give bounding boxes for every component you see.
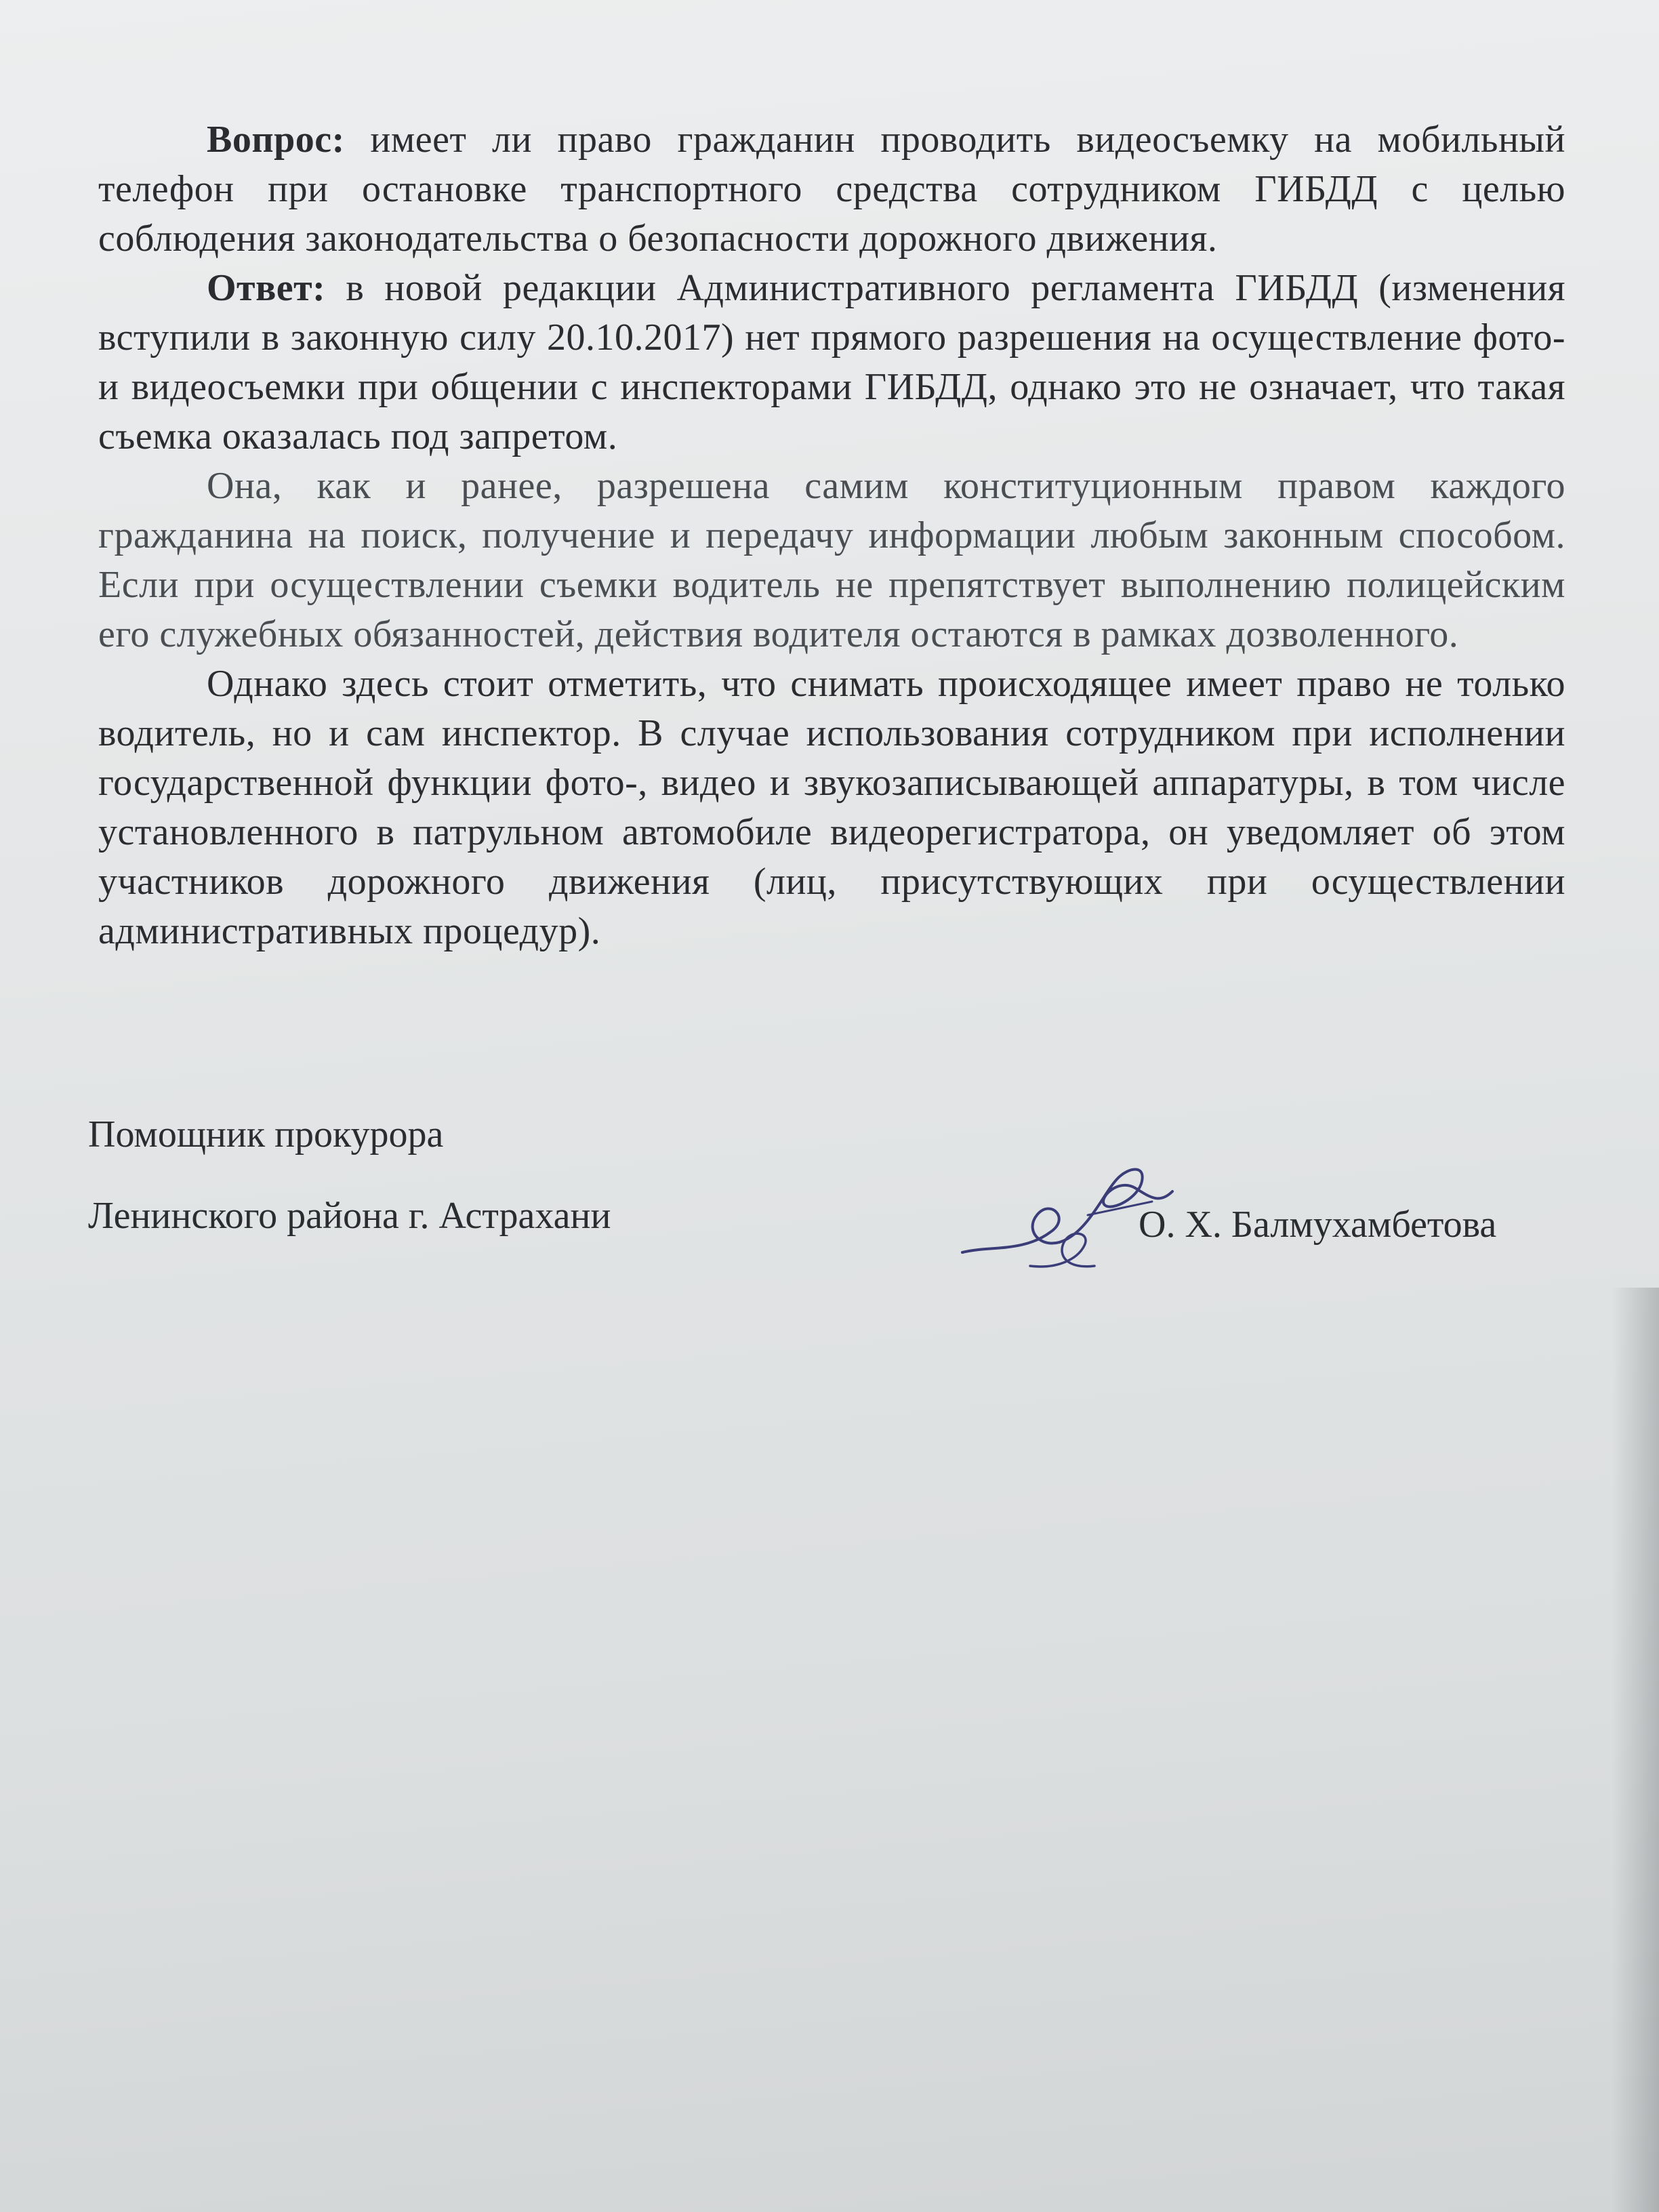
- constitutional-right-paragraph: [98, 462, 1565, 659]
- signer-name: О. Х. Балмухамбетова: [1139, 1204, 1497, 1246]
- answer-label: Ответ:: [207, 267, 326, 309]
- answer-paragraph: [98, 264, 1565, 462]
- question-label: Вопрос:: [207, 119, 345, 161]
- signer-position-line1: Помощник прокурора: [88, 1113, 444, 1155]
- signer-position-line2: Ленинского района г. Астрахани: [88, 1195, 611, 1237]
- answer-text: в новой редакции Административного регламента ГИБДД (изменения вступили в законную силу 20.10.2017) нет прямого разрешения на осуществление фото- и видеосъемки при общении с инспекторами ГИБДД, однако это не означает, что такая съемка оказалась под запретом.: [98, 267, 1565, 457]
- question-text: имеет ли право гражданин проводить видеосъемку на мобильный телефон при остановке транспортного средства сотрудником ГИБДД с целью соблюдения законодательства о безопасности дорожного движения.: [98, 119, 1565, 260]
- document-body: [98, 115, 1565, 956]
- constitutional-right-text: Она, как и ранее, разрешена самим конституционным правом каждого гражданина на поиск, получение и передачу информации любым законным способом. Если при осуществлении съемки водитель не препятствует выполнению полицейским его служебных обязанностей, действия водителя остаются в рамках дозволенного.: [98, 465, 1565, 655]
- question-paragraph: [98, 115, 1565, 264]
- page-shadow: [1612, 1288, 1659, 2212]
- inspector-recording-text: Однако здесь стоит отметить, что снимать происходящее имеет право не только водитель, но и сам инспектор. В случае использования сотрудником при исполнении государственной функции фото-, видео и звукозаписывающей аппаратуры, в том числе установленного в патрульном автомобиле видеорегистратора, он уведомляет об этом участников дорожного движения (лиц, присутствующих при осуществлении административных процедур).: [98, 663, 1565, 952]
- inspector-recording-paragraph: [98, 659, 1565, 956]
